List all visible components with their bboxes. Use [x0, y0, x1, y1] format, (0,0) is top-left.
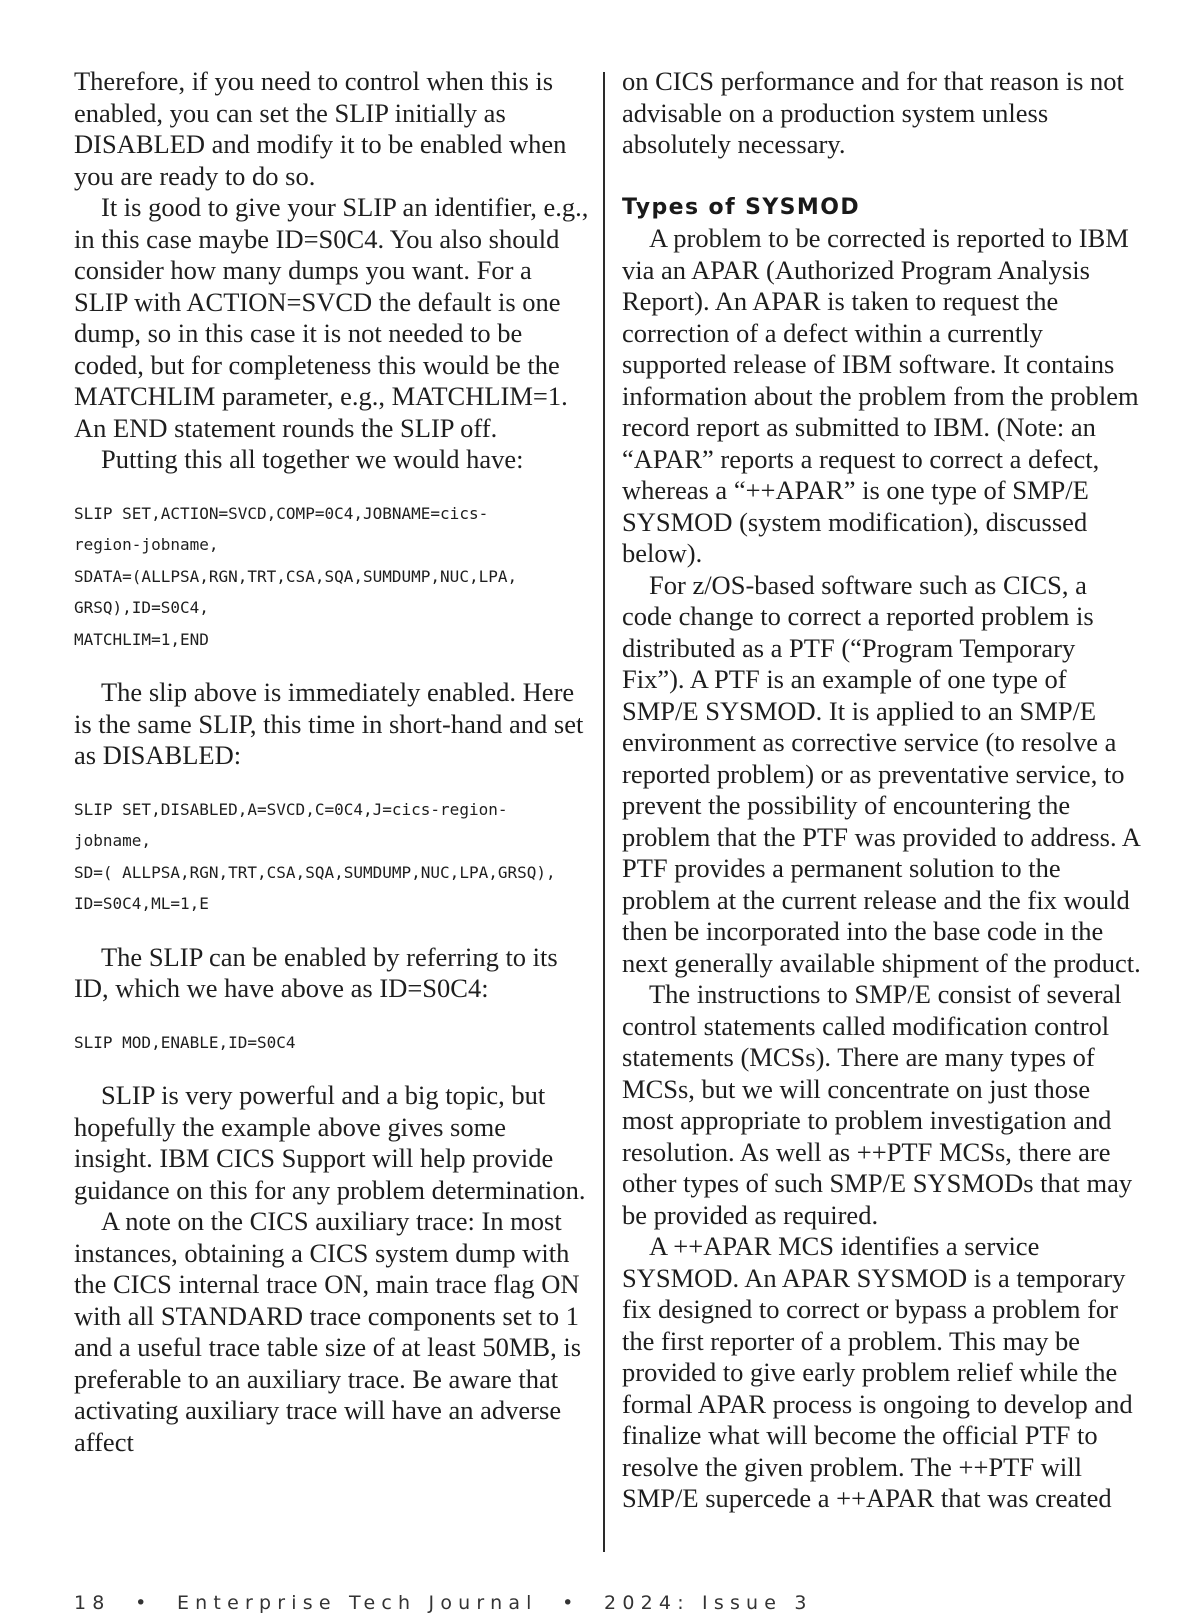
footer-separator: •: [135, 1592, 153, 1614]
footer-separator: •: [562, 1592, 580, 1614]
code-line: region-jobname,: [74, 535, 219, 554]
code-line: GRSQ),ID=S0C4,: [74, 598, 209, 617]
code-line: SLIP SET,DISABLED,A=SVCD,C=0C4,J=cics-region-: [74, 799, 508, 819]
body-paragraph: Therefore, if you need to control when this is enabled, you can set the SLIP initially as DISABLED and modify it to be enabled when you are ready to do so.: [74, 66, 567, 191]
column-divider: [603, 72, 605, 1552]
body-paragraph: For z/OS-based software such as CICS, a code change to correct a reported problem is distributed as a PTF (“Program Temporary Fix”). A PTF is an example of one type of SMP/E SYSMOD. It is applied to an SMP/E environment as corrective service (to resolve a reported problem) or as preventative service, to prevent the possibility of encountering the problem that the PTF was provided to address. A PTF provides a permanent solution to the problem at the current release and the fix would then be incorporated into the base code in the next generally available shipment of the product.: [622, 569, 1141, 978]
code-line: SLIP SET,ACTION=SVCD,COMP=0C4,JOBNAME=cics-: [74, 503, 489, 523]
body-paragraph: on CICS performance and for that reason is not advisable on a production system unless absolutely necessary.: [622, 66, 1124, 159]
code-line: SDATA=(ALLPSA,RGN,TRT,CSA,SQA,SUMDUMP,NUC,LPA,: [74, 566, 518, 586]
publication-name: Enterprise Tech Journal: [176, 1592, 538, 1614]
code-line: SLIP MOD,ENABLE,ID=S0C4: [74, 1032, 296, 1052]
code-block-slip-disabled: [74, 794, 589, 920]
code-line: MATCHLIM=1,END: [74, 629, 209, 649]
issue-label: 2024: Issue 3: [604, 1592, 813, 1614]
code-block-slip-mod: [74, 1027, 589, 1059]
body-paragraph: A ++APAR MCS identifies a service SYSMOD. An APAR SYSMOD is a temporary fix designed to correct or bypass a problem for the first reporter of a problem. This may be provided to give early problem relief while the formal APAR process is ongoing to develop and finalize what will become the official PTF to resolve the given problem. The ++PTF will SMP/E supercede a ++APAR that was created: [622, 1231, 1133, 1513]
body-paragraph: It is good to give your SLIP an identifier, e.g., in this case maybe ID=S0C4. You also should consider how many dumps you want. For a SLIP with ACTION=SVCD the default is one dump, so in this case it is not needed to be coded, but for completeness this would be the MATCHLIM parameter, e.g., MATCHLIM=1. An END statement rounds the SLIP off.: [74, 192, 589, 443]
body-paragraph: A note on the CICS auxiliary trace: In most instances, obtaining a CICS system dump with the CICS internal trace ON, main trace flag ON with all STANDARD trace components set to 1 and a useful trace table size of at least 50MB, is preferable to an auxiliary trace. Be aware that activating auxiliary trace will have an adverse affect: [74, 1206, 582, 1457]
body-paragraph: The slip above is immediately enabled. Here is the same SLIP, this time in short-hand and set as DISABLED:: [74, 677, 584, 770]
code-block-slip-set: [74, 498, 589, 656]
code-line: jobname,: [74, 831, 152, 850]
body-paragraph: The instructions to SMP/E consist of several control statements called modification control statements (MCSs). There are many types of MCSs, but we will concentrate on just those most appropriate to problem investigation and resolution. As well as ++PTF MCSs, there are other types of such SMP/E SYSMODs that may be provided as required.: [622, 979, 1133, 1230]
body-paragraph: Putting this all together we would have:: [101, 444, 524, 474]
page-footer: [74, 1592, 813, 1614]
left-column: [74, 66, 589, 1458]
section-heading: Types of SYSMOD: [622, 194, 860, 220]
code-line: ID=S0C4,ML=1,E: [74, 894, 209, 913]
code-line: SD=( ALLPSA,RGN,TRT,CSA,SQA,SUMDUMP,NUC,LPA,GRSQ),: [74, 862, 556, 882]
body-paragraph: A problem to be corrected is reported to IBM via an APAR (Authorized Program Analysis Report). An APAR is taken to request the correction of a defect within a currently supported release of IBM software. It contains information about the problem from the problem record report as submitted to IBM. (Note: an “APAR” reports a request to correct a defect, whereas a “++APAR” is one type of SMP/E SYSMOD (system modification), discussed below).: [622, 223, 1139, 568]
body-paragraph: The SLIP can be enabled by referring to its ID, which we have above as ID=S0C4:: [74, 941, 558, 1003]
page-number: 18: [74, 1592, 111, 1614]
right-column: [622, 66, 1142, 1515]
body-paragraph: SLIP is very powerful and a big topic, but hopefully the example above gives some insight. IBM CICS Support will help provide guidance on this for any problem determination.: [74, 1080, 586, 1205]
